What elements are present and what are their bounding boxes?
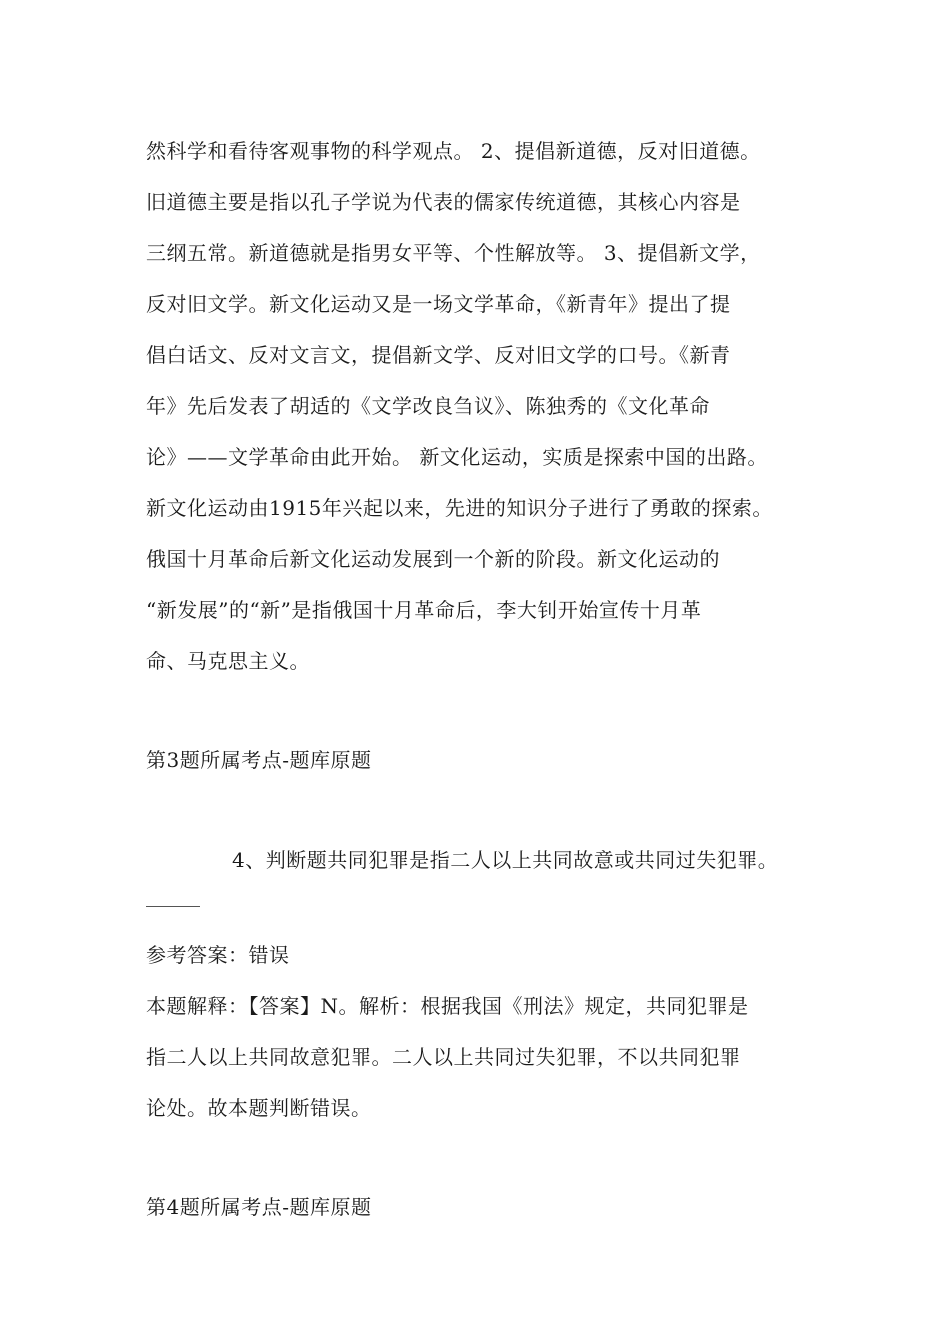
question-4-answer: 参考答案：错误 xyxy=(146,943,290,967)
passage-line: 新文化运动由1915年兴起以来，先进的知识分子进行了勇敢的探索。 xyxy=(146,496,773,520)
passage-line: 旧道德主要是指以孔子学说为代表的儒家传统道德，其核心内容是 xyxy=(146,190,741,214)
question-4-explanation-line: 论处。故本题判断错误。 xyxy=(146,1096,372,1120)
passage-line: 论》——文学革命由此开始。 新文化运动，实质是探索中国的出路。 xyxy=(146,445,768,469)
question-4-explanation-line: 指二人以上共同故意犯罪。二人以上共同过失犯罪，不以共同犯罪 xyxy=(146,1045,741,1069)
passage-line: “新发展”的“新”是指俄国十月革命后，李大钊开始宣传十月革 xyxy=(146,598,702,622)
section-4-label: 第4题所属考点-题库原题 xyxy=(146,1195,372,1219)
section-3-label: 第3题所属考点-题库原题 xyxy=(146,748,372,772)
passage-line: 三纲五常。新道德就是指男女平等、个性解放等。 3、提倡新文学， xyxy=(146,241,761,265)
passage-line: 倡白话文、反对文言文，提倡新文学、反对旧文学的口号。《新青 xyxy=(146,343,731,367)
passage-line: 反对旧文学。新文化运动又是一场文学革命，《新青年》提出了提 xyxy=(146,292,731,316)
passage-line: 俄国十月革命后新文化运动发展到一个新的阶段。新文化运动的 xyxy=(146,547,720,571)
question-4-text: 4、判断题共同犯罪是指二人以上共同故意或共同过失犯罪。 xyxy=(232,848,779,872)
divider-line xyxy=(146,906,200,907)
question-4-explanation-line: 本题解释：【答案】N。解析：根据我国《刑法》规定，共同犯罪是 xyxy=(146,994,749,1018)
passage-line: 年》先后发表了胡适的《文学改良刍议》、陈独秀的《文化革命 xyxy=(146,394,710,418)
passage-line: 然科学和看待客观事物的科学观点。 2、提倡新道德，反对旧道德。 xyxy=(146,139,761,163)
passage-line: 命、马克思主义。 xyxy=(146,649,310,673)
